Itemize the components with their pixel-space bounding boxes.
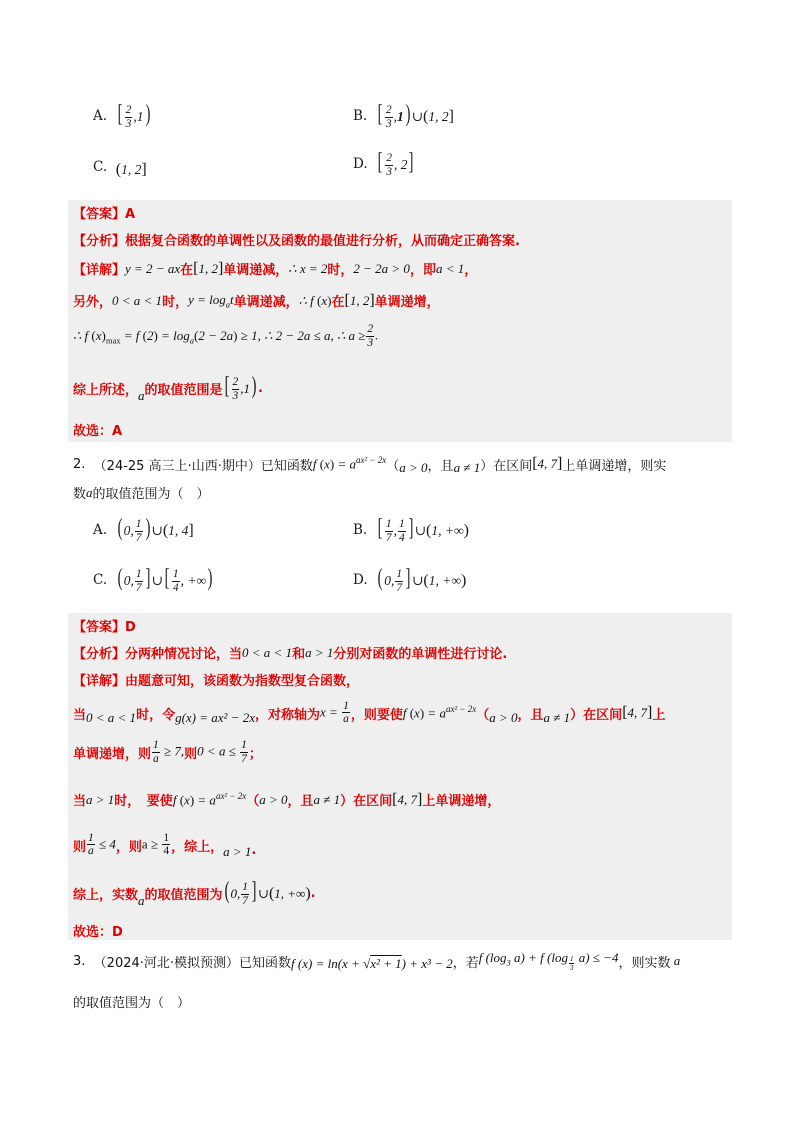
q1-detail-line-2: 另外， 0 < a < 1 时， $y = \log_at$ 单调递减， ∴ f (x) 在 [1, 2] 单调递增， — [73, 291, 440, 310]
q2-answer: 【答案】D — [73, 620, 136, 635]
q3-stem-line-1: 3. （2024·河北·模拟预测）已知函数 f (x) = ln(x + √x² + 1) + x³ − 2 ，若 f ($\log_3$ a) + f (log $_{\frac{1}{3}}$ a) ≤ −4 ，则实数 a — [73, 950, 681, 972]
q2-detail: 【详解】由题意可知，该函数为指数型复合函数， — [73, 674, 360, 689]
q2-option-b: B. [ $\frac{1}{7}$ , $\frac{1}{4}$ ] ∪(1, +∞) — [353, 515, 469, 544]
q2-stem-line-1: 2. （24-25 高三上·山西·期中）已知函数 f $(x) = a^{ax^2 - 2x}$ （ a > 0 ，且 a ≠ 1 ）在区间 [4, 7] 上单调递增，则实 — [73, 455, 667, 475]
option-b-math: [ $\frac{2}{3}$ ,1) ∪(1, 2] — [377, 101, 454, 130]
q1-detail-line-3: ∴ f $(x)_{max} = f$ $(2) = \log_a(2 - 2a) \ge 1$, ∴ 2 − 2a ≤ a, ∴ a ≥ $\frac{2}{3}$ . — [73, 323, 379, 349]
q1-choose: 故选：A — [73, 424, 123, 439]
q2-option-a: A. ( 0, $\frac{1}{7}$ ) ∪(1, 4] — [93, 515, 194, 544]
q1-option-d — [353, 150, 415, 178]
q1-detail-line-1: 【详解】 y = 2 − ax 在 [1, 2] 单调递减， ∴ x = 2 时， 2 − 2a > 0 ，即 a < 1 ， — [73, 259, 478, 278]
option-label: B. — [353, 108, 368, 125]
q3-stem-line-2: 的取值范围为（ ） — [73, 996, 191, 1011]
q1-analysis: 【分析】根据复合函数的单调性以及函数的最值进行分析，从而确定正确答案. — [73, 234, 520, 249]
q1-option-c — [93, 155, 147, 179]
option-c-math: (1, 2] — [115, 161, 147, 178]
q1-option-b — [353, 102, 454, 130]
q1-answer: 【答案】A — [73, 207, 136, 222]
q2-option-c: C. ( 0, $\frac{1}{7}$ ] ∪[ $\frac{1}{4}$ , +∞) — [93, 565, 213, 594]
option-label: C. — [93, 159, 108, 175]
q2-case1-line-2: 单调递增，则 $\frac{1}{a}$ ≥ 7, 则 0 < a ≤ $\frac{1}{7}$ ； — [73, 739, 262, 765]
q2-summary: 综上，实数 a 的取值范围为 ( 0, $\frac{1}{7}$ ] ∪(1, +∞) . — [73, 877, 316, 908]
q2-case1-line-1: 当 0 < a < 1 时，令 g(x) = ax² − 2x ，对称轴为 x = $\frac{1}{a}$ ，则要使 f $(x) = a^{ax^2 - 2x}$ （ a > 0 ，且 a ≠ 1 ）在区间 [4, 7] 上 — [73, 699, 666, 725]
option-label: C. — [93, 572, 108, 589]
q2-case2-line-2: 则 $\frac{1}{a}$ ≤ 4 ，则 a ≥ $\frac{1}{4}$ ，综上， a > 1 . — [73, 831, 257, 859]
option-label: D. — [353, 572, 368, 589]
q2-case2: 当 a > 1 时， 要使 f $(x) = a^{ax^2 - 2x}$ （ a > 0 ，且 a ≠ 1 ）在区间 [4, 7] 上单调递增， — [73, 790, 501, 809]
q1-summary: 综上所述， a 的取值范围是 [ $\frac{2}{3}$ ,1) . — [73, 372, 263, 403]
q2-analysis: 【分析】分两种情况讨论，当 0 < a < 1 和 a > 1 分别对函数的单调性进行讨论. — [73, 644, 508, 662]
option-a-math: [ $\frac{2}{3}$ ,1) — [117, 101, 150, 130]
option-label: A. — [93, 108, 108, 125]
option-d-math: [ $\frac{2}{3}$ , 2] — [377, 149, 414, 178]
q2-stem-line-2: 数 a 的取值范围为（ ） — [73, 484, 210, 502]
q2-choose: 故选：D — [73, 925, 123, 940]
q2-option-d: D. ( 0, $\frac{1}{7}$ ] ∪(1, +∞) — [353, 565, 467, 594]
option-label: D. — [353, 156, 368, 173]
q1-option-a — [93, 102, 152, 130]
option-label: A. — [93, 522, 108, 539]
option-label: B. — [353, 522, 368, 539]
